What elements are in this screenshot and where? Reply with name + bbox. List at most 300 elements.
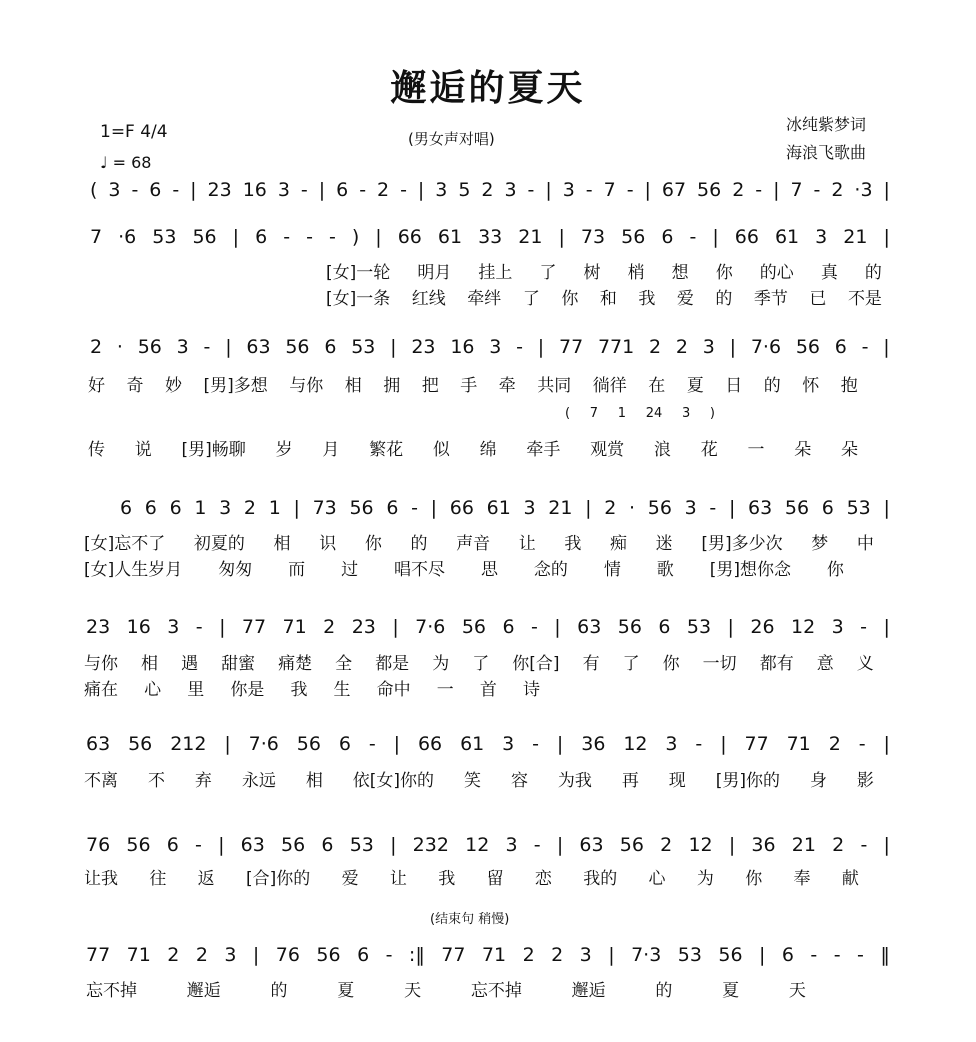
token: 6 [357, 944, 370, 966]
token: 意 [816, 653, 834, 674]
token: 77 [241, 616, 267, 638]
token: 的 [763, 375, 781, 396]
token: - [861, 336, 869, 358]
token: 痛在 [84, 679, 118, 700]
token: 56 [619, 834, 644, 856]
token: | [608, 944, 615, 966]
token: 6 [166, 834, 179, 856]
token: - [755, 179, 763, 201]
token: ‖ [880, 944, 890, 966]
token: - [359, 179, 367, 201]
token: 2 [675, 336, 688, 358]
token: 76 [275, 944, 300, 966]
token: | [773, 179, 780, 201]
token: 56 [617, 616, 642, 638]
lyrics-line [84, 864, 859, 888]
token: 3 [665, 733, 678, 755]
token: 6 [120, 497, 133, 519]
token: 21 [518, 226, 543, 248]
token: - [306, 226, 313, 248]
token: 56 [285, 336, 310, 358]
token: 2 [649, 336, 662, 358]
token: 奇 [126, 375, 144, 396]
token: | [558, 226, 565, 248]
token: 遇 [181, 653, 199, 674]
token: 12 [465, 834, 490, 856]
token: 61 [774, 226, 800, 248]
token: 77 [744, 733, 769, 755]
token: 53 [686, 616, 712, 638]
token: 6 [386, 497, 399, 519]
token: - [283, 226, 291, 248]
token: 36 [581, 733, 606, 755]
token: 56 [621, 226, 646, 248]
token: 让我 [84, 868, 118, 889]
token: 忘不掉 [86, 980, 137, 1001]
token: 你 [662, 653, 680, 674]
token: 3 [277, 179, 290, 201]
token: 7 [90, 226, 103, 248]
token: 3 [176, 336, 189, 358]
token: 53 [677, 944, 702, 966]
token: 的 [655, 980, 673, 1001]
token: 53 [351, 336, 376, 358]
token: 2 [660, 834, 673, 856]
token: 3 [167, 616, 180, 638]
token: 我 [290, 679, 308, 700]
token: | [644, 179, 651, 201]
token: 情 [603, 559, 621, 580]
token: [男]想你念 [709, 559, 791, 580]
token: 牵手 [526, 439, 561, 460]
token: 你[合] [512, 653, 560, 674]
token: 3 [831, 616, 844, 638]
key-signature: 1=F 4/4 [100, 122, 168, 142]
token: 61 [460, 733, 485, 755]
token: 挂上 [478, 262, 513, 283]
token: 相 [273, 533, 291, 554]
token: 56 [126, 834, 151, 856]
token: 6 [144, 497, 157, 519]
token: 66 [734, 226, 759, 248]
lyrics-line [326, 258, 882, 282]
token: 与你 [84, 653, 118, 674]
token: 53 [846, 497, 871, 519]
token: - [516, 336, 524, 358]
lyrics-line [88, 371, 858, 395]
token: 痛楚 [278, 653, 313, 674]
token: 依[女]你的 [352, 770, 435, 791]
aside-notation [565, 406, 715, 421]
token: 1 [617, 406, 627, 421]
token: | [883, 616, 890, 638]
token: 而 [288, 559, 306, 580]
token: 21 [548, 497, 573, 519]
token: 有 [582, 653, 600, 674]
token: | [554, 616, 561, 638]
token: · [629, 497, 636, 519]
token: 声音 [456, 533, 491, 554]
token: 3 [562, 179, 575, 201]
token: | [224, 733, 231, 755]
lyrics-line [84, 649, 874, 673]
token: 53 [349, 834, 374, 856]
token: | [556, 834, 564, 856]
token: | [883, 733, 890, 755]
token: 66 [449, 497, 474, 519]
lyricist: 冰纯紫梦词 [786, 115, 867, 134]
token: 相 [344, 375, 362, 396]
token: 你 [715, 262, 733, 283]
token: 我的 [583, 868, 618, 889]
token: 真 [820, 262, 838, 283]
token: 3 [684, 497, 697, 519]
token: 6 [781, 944, 794, 966]
token: 不 [147, 770, 165, 791]
token: 你 [826, 559, 844, 580]
token: [男]多少次 [701, 533, 783, 554]
token: 怀 [802, 375, 820, 396]
token: 季节 [753, 288, 788, 309]
token: 61 [486, 497, 511, 519]
token: 63 [240, 834, 265, 856]
token: 初夏的 [193, 533, 245, 554]
token: 歌 [656, 559, 674, 580]
token: 不离 [84, 770, 118, 791]
token: 7·6 [750, 336, 782, 358]
token: 一 [747, 439, 765, 460]
token: 抱 [840, 375, 858, 396]
token: | [417, 179, 425, 201]
token: 岁 [275, 439, 293, 460]
token: 邂逅 [571, 980, 606, 1001]
token: - [533, 834, 541, 856]
token: 56 [718, 944, 743, 966]
token: 2 [828, 733, 841, 755]
token: - [328, 226, 336, 248]
token: 共同 [537, 375, 572, 396]
token: 手 [460, 375, 478, 396]
token: 63 [748, 497, 773, 519]
token: | [720, 733, 727, 755]
token: | [393, 733, 401, 755]
token: 63 [579, 834, 604, 856]
token: 77 [86, 944, 111, 966]
token: 2 [832, 834, 845, 856]
lyrics-line [84, 555, 844, 579]
token: ( [90, 179, 98, 201]
token: | [430, 497, 438, 519]
token: 思 [480, 559, 498, 580]
token: 为 [696, 868, 714, 889]
token: 观赏 [590, 439, 625, 460]
token: 让 [518, 533, 536, 554]
token: 心 [648, 868, 666, 889]
token: 天 [788, 980, 806, 1001]
token: 73 [580, 226, 606, 248]
token: - [385, 944, 393, 966]
token: 7·6 [415, 616, 446, 638]
token: 2 [243, 497, 256, 519]
token: 拥 [383, 375, 401, 396]
token: 71 [786, 733, 811, 755]
token: 36 [751, 834, 776, 856]
token: 献 [841, 868, 859, 889]
token: | [375, 226, 382, 248]
token: 2 [551, 944, 564, 966]
token: [男]你的 [715, 770, 781, 791]
token: 3 [504, 179, 517, 201]
token: 过 [341, 559, 359, 580]
notation-line-6 [86, 731, 890, 757]
token: - [411, 497, 418, 519]
token: - [532, 733, 540, 755]
token: 6 [658, 616, 671, 638]
tempo-marking: ♩ = 68 [100, 153, 152, 172]
token: 甜蜜 [221, 653, 256, 674]
token: 迷 [655, 533, 673, 554]
token: 朵 [794, 439, 812, 460]
token: | [727, 616, 734, 638]
token: 56 [349, 497, 374, 519]
token: 3 [108, 179, 121, 201]
token: 生 [333, 679, 351, 700]
token: 71 [481, 944, 507, 966]
token: 夏 [337, 980, 355, 1001]
token: 痴 [610, 533, 628, 554]
token: 12 [688, 834, 713, 856]
token: 21 [791, 834, 816, 856]
token: - [300, 179, 308, 201]
token: 6 [502, 616, 515, 638]
token: ·6 [118, 226, 137, 248]
notation-line-7 [86, 832, 890, 858]
token: 笑 [463, 770, 481, 791]
token: 绵 [479, 439, 497, 460]
token: 为我 [557, 770, 592, 791]
token: 心 [144, 679, 162, 700]
token: | [545, 179, 552, 201]
token: 念的 [533, 559, 568, 580]
token: 7 [589, 406, 599, 421]
token: - [858, 733, 866, 755]
token: 了 [522, 288, 540, 309]
token: - [195, 834, 202, 856]
token: 牵 [498, 375, 516, 396]
token: 徜徉 [592, 375, 627, 396]
token: 我 [564, 533, 582, 554]
token: | [883, 336, 890, 358]
token: 在 [648, 375, 666, 396]
song-title: 邂逅的夏天 [390, 67, 586, 109]
token: 7·3 [631, 944, 662, 966]
token: | [219, 616, 226, 638]
token: - [527, 179, 535, 201]
token: 影 [856, 770, 874, 791]
token: 与你 [289, 375, 324, 396]
token: - [368, 733, 376, 755]
token: 浪 [653, 439, 671, 460]
lyrics-line [326, 284, 882, 308]
token: 3 [224, 944, 237, 966]
token: 6 [834, 336, 847, 358]
token: 6 [338, 733, 351, 755]
token: - [172, 179, 180, 201]
token: | [883, 179, 890, 201]
token: - [857, 944, 864, 966]
token: 2 [522, 944, 535, 966]
token: ) [351, 226, 360, 248]
token: 12 [623, 733, 648, 755]
token: 天 [404, 980, 422, 1001]
token: - [810, 944, 818, 966]
token: 都有 [759, 653, 794, 674]
token: 让 [389, 868, 407, 889]
notation-line-2 [90, 224, 890, 250]
token: 23 [411, 336, 436, 358]
token: | [585, 497, 592, 519]
token: 留 [486, 868, 504, 889]
token: 56 [128, 733, 153, 755]
token: 了 [472, 653, 490, 674]
token: 妙 [165, 375, 182, 396]
token: 66 [417, 733, 443, 755]
token: 56 [316, 944, 341, 966]
token: 再 [621, 770, 639, 791]
token: 把 [421, 375, 439, 396]
token: 义 [856, 653, 874, 674]
token: - [695, 733, 703, 755]
token: 牵绊 [467, 288, 502, 309]
token: 明月 [417, 262, 452, 283]
token: 了 [539, 262, 557, 283]
token: 2 [90, 336, 103, 358]
token: 首 [479, 679, 497, 700]
token: 的 [410, 533, 428, 554]
token: [男]畅聊 [181, 439, 246, 460]
token: | [232, 226, 240, 248]
token: | [759, 944, 766, 966]
token: 一切 [702, 653, 737, 674]
token: 相 [141, 653, 159, 674]
token: 5 [458, 179, 471, 201]
token: | [318, 179, 326, 201]
notation-line-5 [86, 614, 890, 640]
token: 56 [137, 336, 162, 358]
token: 里 [187, 679, 205, 700]
token: 1 [268, 497, 281, 519]
token: 3 [579, 944, 592, 966]
token: [女]一轮 [326, 262, 391, 283]
token: 56 [697, 179, 722, 201]
token: 你 [364, 533, 382, 554]
token: 说 [134, 439, 152, 460]
token: 53 [152, 226, 177, 248]
token: 树 [583, 262, 601, 283]
token: 我 [438, 868, 456, 889]
token: 23 [86, 616, 111, 638]
token: 了 [622, 653, 640, 674]
token: - [860, 834, 868, 856]
token: 爱 [676, 288, 694, 309]
token: [男]多想 [203, 375, 268, 396]
token: [合]你的 [245, 868, 311, 889]
token: 24 [645, 406, 663, 421]
token: | [729, 336, 737, 358]
token: 7 [790, 179, 803, 201]
token: - [860, 616, 868, 638]
token: 63 [86, 733, 111, 755]
token: ·3 [854, 179, 873, 201]
token: - [626, 179, 634, 201]
token: 56 [281, 834, 306, 856]
token: 繁花 [369, 439, 404, 460]
token: | [883, 834, 890, 856]
token: 日 [725, 375, 743, 396]
token: 传 [88, 439, 105, 460]
lyrics-line [88, 435, 858, 459]
token: 2 [604, 497, 617, 519]
token: [女]忘不了 [84, 533, 166, 554]
token: 3 [523, 497, 536, 519]
token: 77 [441, 944, 466, 966]
token: 16 [242, 179, 267, 201]
token: 忘不掉 [470, 980, 522, 1001]
notation-line-3 [90, 334, 890, 360]
lyrics-line [84, 529, 874, 553]
token: 6 [661, 226, 674, 248]
token: 56 [296, 733, 321, 755]
token: 6 [149, 179, 162, 201]
token: 月 [322, 439, 340, 460]
token: 的 [270, 980, 288, 1001]
token: 容 [510, 770, 528, 791]
token: | [883, 497, 890, 519]
token: 56 [795, 336, 820, 358]
lyrics-line [84, 675, 540, 699]
token: 的 [864, 262, 882, 283]
token: 弃 [194, 770, 212, 791]
token: | [392, 616, 399, 638]
token: 21 [843, 226, 868, 248]
token: 56 [192, 226, 217, 248]
token: 好 [88, 375, 105, 396]
token: 212 [170, 733, 207, 755]
token: 232 [412, 834, 449, 856]
token: 3 [505, 834, 518, 856]
token: 你是 [230, 679, 265, 700]
token: 3 [489, 336, 502, 358]
token: [女]一条 [326, 288, 391, 309]
ending-instruction: (结束句 稍慢) [430, 912, 510, 927]
token: 2 [377, 179, 390, 201]
notation-line-1 [90, 177, 890, 203]
token: 永远 [241, 770, 276, 791]
token: 相 [305, 770, 323, 791]
token: 匆匆 [218, 559, 253, 580]
token: 3 [219, 497, 232, 519]
token: 不是 [847, 288, 882, 309]
token: 往 [149, 868, 167, 889]
token: 的 [715, 288, 733, 309]
composer: 海浪飞歌曲 [786, 143, 867, 162]
subtitle: (男女声对唱) [408, 130, 495, 148]
token: 16 [450, 336, 475, 358]
token: ( [565, 406, 571, 421]
token: 诗 [522, 679, 540, 700]
token: | [883, 226, 890, 248]
token: 命中 [376, 679, 411, 700]
